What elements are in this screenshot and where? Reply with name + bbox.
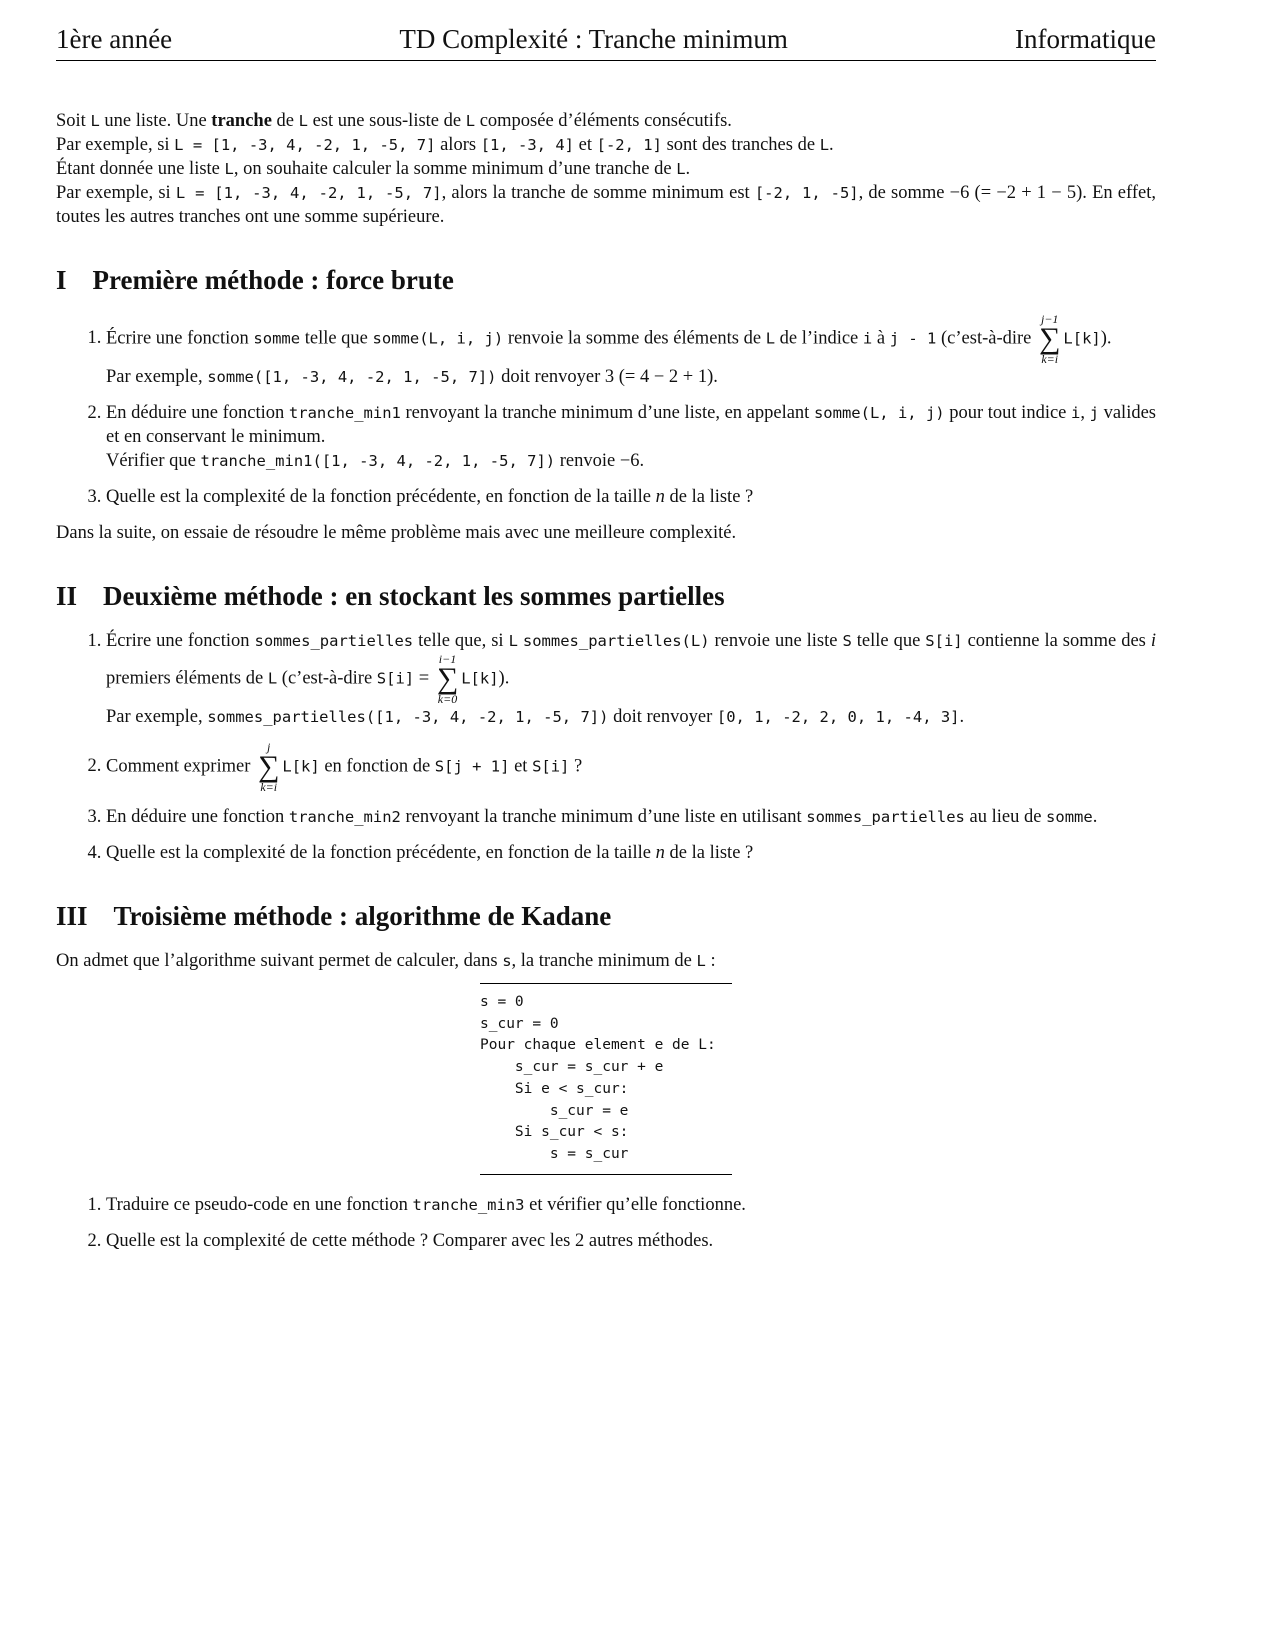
inline-code: L bbox=[90, 112, 100, 130]
question bbox=[106, 629, 1156, 729]
inline-code: sommes_partielles([1, -3, 4, -2, 1, -5, 7]) bbox=[207, 708, 609, 726]
text-run: Comment exprimer bbox=[106, 756, 255, 777]
text-run: (c’est-à-dire bbox=[277, 668, 377, 689]
sum-upper-limit: j−1 bbox=[1040, 312, 1059, 326]
text-run: contienne la somme des bbox=[962, 631, 1151, 651]
inline-code: somme bbox=[1046, 808, 1093, 826]
section-title: Deuxième méthode : en stockant les sommes partielles bbox=[103, 581, 725, 611]
text-run: Par exemple, bbox=[106, 707, 208, 727]
question bbox=[106, 741, 1156, 793]
section-heading bbox=[56, 899, 1156, 933]
header-subject: Informatique bbox=[1015, 24, 1156, 54]
pseudo-code: s = 0 s_cur = 0 Pour chaque element e de L: s_cur = s_cur + e Si e < s_cur: s_cur = e Si s_cur < s: s = s_cur bbox=[480, 994, 716, 1162]
text-run: telle que, si bbox=[413, 631, 509, 651]
text-run: renvoyant la tranche minimum d’une liste en utilisant bbox=[400, 807, 807, 827]
text-run: Par exemple, si bbox=[56, 183, 176, 203]
text-run: (c’est-à-dire bbox=[936, 328, 1037, 349]
question-list bbox=[56, 313, 1156, 509]
text-run: sont des tranches de bbox=[661, 135, 820, 155]
introduction bbox=[56, 109, 1156, 229]
pseudo-code-block bbox=[480, 983, 732, 1175]
text-run: Par exemple, si bbox=[56, 135, 175, 155]
text-run: et vérifier qu’elle fonctionne. bbox=[524, 1194, 746, 1215]
math-variable: n bbox=[655, 487, 665, 507]
text-run: de la liste ? bbox=[664, 843, 754, 863]
sum-upper-limit: j bbox=[267, 740, 271, 754]
text-run: valides et en conservant le minimum. bbox=[106, 403, 1156, 447]
inline-code: L[k] bbox=[461, 669, 499, 688]
inline-code: somme(L, i, j) bbox=[372, 329, 504, 348]
text-run: Quelle est la complexité de cette méthode ? Comparer avec les 2 autres méthodes. bbox=[106, 1230, 714, 1251]
bold-term: tranche bbox=[211, 111, 272, 131]
text-run: . bbox=[1092, 807, 1098, 827]
page-header bbox=[56, 22, 1156, 61]
summation bbox=[258, 741, 279, 793]
question bbox=[106, 841, 1156, 865]
inline-code: S bbox=[842, 632, 852, 650]
inline-code: [-2, 1] bbox=[596, 136, 662, 154]
inline-code: [-2, 1, -5] bbox=[754, 184, 859, 202]
inline-code: L[k] bbox=[282, 757, 320, 776]
header-level: 1ère année bbox=[56, 24, 173, 54]
section-number: I bbox=[56, 265, 67, 295]
text-run: Traduire ce pseudo-code en une fonction bbox=[106, 1194, 413, 1215]
section-heading bbox=[56, 579, 1156, 613]
inline-code: somme(L, i, j) bbox=[813, 404, 945, 422]
inline-code: sommes_partielles(L) bbox=[522, 632, 710, 650]
inline-code: S[i] bbox=[532, 757, 570, 776]
text-run: ? bbox=[569, 756, 583, 777]
inline-code: S[i] bbox=[925, 632, 963, 650]
text-run: de bbox=[271, 111, 299, 131]
text-run: . bbox=[959, 707, 965, 727]
intro-paragraph bbox=[56, 133, 1156, 157]
text-run: . bbox=[685, 159, 691, 179]
inline-code: L bbox=[298, 112, 308, 130]
text-run: Quelle est la complexité de la fonction précédente, en fonction de la taille bbox=[106, 487, 656, 507]
text-run: renvoie une liste bbox=[709, 631, 843, 651]
sum-lower-limit: k=i bbox=[260, 780, 278, 794]
text-run: Vérifier que bbox=[106, 451, 201, 471]
intro-paragraph bbox=[56, 181, 1156, 229]
text-run: . bbox=[829, 135, 834, 155]
inline-code: L[k] bbox=[1063, 329, 1101, 348]
inline-code: L = [1, -3, 4, -2, 1, -5, 7] bbox=[175, 184, 442, 202]
text-run: ). bbox=[1100, 328, 1112, 349]
text-run: renvoie la somme des éléments de bbox=[503, 328, 766, 349]
text-run: au lieu de bbox=[964, 807, 1047, 827]
text-run: et bbox=[574, 135, 597, 155]
text-run: : bbox=[705, 951, 716, 971]
sum-upper-limit: i−1 bbox=[438, 652, 457, 666]
text-run: doit renvoyer bbox=[608, 707, 717, 727]
inline-code: tranche_min1 bbox=[288, 404, 401, 422]
text-run: , alors la tranche de somme minimum est bbox=[441, 183, 755, 203]
text-run: Par exemple, bbox=[106, 367, 208, 387]
text-run: pour tout indice bbox=[944, 403, 1072, 423]
intro-paragraph bbox=[56, 109, 1156, 133]
text-run: En déduire une fonction bbox=[106, 403, 289, 423]
sigma-symbol: ∑ bbox=[258, 750, 280, 783]
question-list bbox=[56, 629, 1156, 865]
text-run: de la liste ? bbox=[664, 487, 754, 507]
section-number: II bbox=[56, 581, 78, 611]
text-run: , on souhaite calculer la somme minimum d’une tranche de bbox=[233, 159, 677, 179]
inline-code: S[i] bbox=[376, 669, 415, 688]
question bbox=[106, 805, 1156, 829]
intro-paragraph bbox=[56, 157, 1156, 181]
inline-code: L bbox=[465, 112, 476, 130]
inline-code: j bbox=[1089, 404, 1099, 422]
math-variable: i bbox=[1150, 631, 1156, 651]
text-run: telle que bbox=[300, 328, 373, 349]
text-run: composée d’éléments consécutifs. bbox=[475, 111, 732, 131]
inline-code: L bbox=[765, 329, 776, 348]
inline-code: i bbox=[1071, 404, 1081, 422]
inline-code: i bbox=[862, 329, 873, 348]
inline-code: L bbox=[696, 952, 706, 970]
inline-code: j - 1 bbox=[889, 329, 937, 348]
text-run: Soit bbox=[56, 111, 91, 131]
text-run: , de somme −6 (= −2 + 1 − 5). En effet, toutes les autres tranches ont une somme supérieure. bbox=[56, 183, 1156, 227]
text-run: et bbox=[509, 756, 533, 777]
document-page bbox=[56, 22, 1156, 1265]
summation bbox=[1039, 313, 1060, 365]
inline-code: S[j + 1] bbox=[434, 757, 510, 776]
text-run: alors bbox=[435, 135, 481, 155]
inline-code: L bbox=[267, 669, 278, 688]
text-run: en fonction de bbox=[319, 756, 435, 777]
text-run: On admet que l’algorithme suivant permet de calculer, dans bbox=[56, 951, 503, 971]
text-run: telle que bbox=[851, 631, 926, 651]
text-run: Écrire une fonction bbox=[106, 631, 255, 651]
text-run: Écrire une fonction bbox=[106, 328, 254, 349]
question bbox=[106, 1193, 1156, 1217]
text-run: premiers éléments de bbox=[106, 668, 268, 689]
sum-lower-limit: k=i bbox=[1041, 352, 1059, 366]
text-run: est une sous-liste de bbox=[307, 111, 466, 131]
section-intro bbox=[56, 949, 1156, 973]
text-run: = bbox=[414, 668, 434, 689]
sections bbox=[56, 263, 1156, 1253]
question bbox=[106, 401, 1156, 473]
math-variable: n bbox=[655, 843, 665, 863]
text-run: à bbox=[872, 328, 890, 349]
inline-code: L bbox=[508, 632, 518, 650]
header-title: TD Complexité : Tranche minimum bbox=[399, 24, 788, 54]
text-run: Étant donnée une liste bbox=[56, 159, 225, 179]
question bbox=[106, 313, 1156, 389]
inline-code: somme bbox=[253, 329, 301, 348]
inline-code: L bbox=[819, 136, 830, 154]
sigma-symbol: ∑ bbox=[1039, 322, 1061, 355]
question-list bbox=[56, 1193, 1156, 1253]
text-run: ). bbox=[498, 668, 510, 689]
sigma-symbol: ∑ bbox=[436, 662, 459, 695]
inline-code: L = [1, -3, 4, -2, 1, -5, 7] bbox=[174, 136, 436, 154]
inline-code: L bbox=[224, 160, 234, 178]
text-run: une liste. Une bbox=[99, 111, 212, 131]
summation bbox=[437, 653, 458, 705]
text-run: doit renvoyer 3 (= 4 − 2 + 1). bbox=[496, 367, 718, 387]
section-title: Première méthode : force brute bbox=[92, 265, 454, 295]
question bbox=[106, 485, 1156, 509]
text-run: renvoyant la tranche minimum d’une liste, en appelant bbox=[400, 403, 814, 423]
sum-lower-limit: k=0 bbox=[437, 692, 458, 706]
inline-code: tranche_min2 bbox=[288, 808, 401, 826]
section-note bbox=[56, 521, 1156, 545]
text-run: de l’indice bbox=[775, 328, 863, 349]
text-run: Dans la suite, on essaie de résoudre le même problème mais avec une meilleure complexité. bbox=[56, 523, 737, 543]
inline-code: s bbox=[502, 952, 512, 970]
text-run: En déduire une fonction bbox=[106, 807, 289, 827]
text-run: renvoie −6. bbox=[555, 451, 645, 471]
inline-code: L bbox=[676, 160, 686, 178]
inline-code: tranche_min3 bbox=[412, 1195, 525, 1214]
question bbox=[106, 1229, 1156, 1253]
text-run: Quelle est la complexité de la fonction précédente, en fonction de la taille bbox=[106, 843, 656, 863]
section-heading bbox=[56, 263, 1156, 297]
inline-code: somme([1, -3, 4, -2, 1, -5, 7]) bbox=[207, 368, 497, 386]
text-run: , bbox=[1080, 403, 1090, 423]
inline-code: tranche_min1([1, -3, 4, -2, 1, -5, 7]) bbox=[200, 452, 556, 470]
section-title: Troisième méthode : algorithme de Kadane bbox=[113, 901, 612, 931]
inline-code: [0, 1, -2, 2, 0, 1, -4, 3] bbox=[716, 708, 960, 726]
section-number: III bbox=[56, 901, 88, 931]
inline-code: sommes_partielles bbox=[806, 808, 965, 826]
inline-code: sommes_partielles bbox=[254, 632, 414, 650]
inline-code: [1, -3, 4] bbox=[480, 136, 575, 154]
text-run: , la tranche minimum de bbox=[511, 951, 697, 971]
